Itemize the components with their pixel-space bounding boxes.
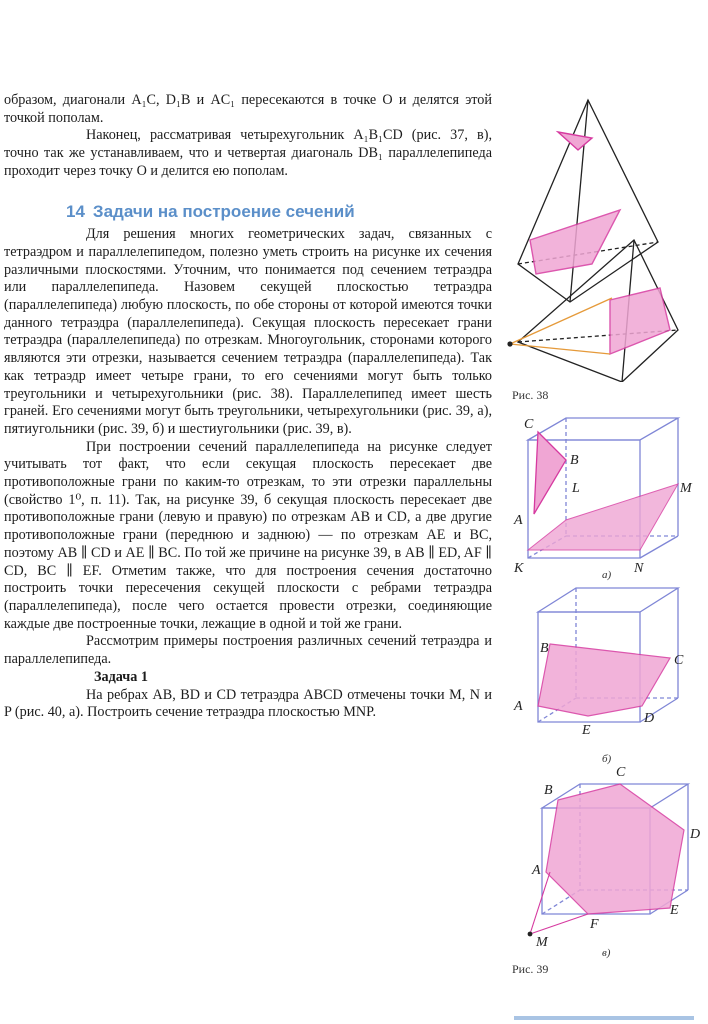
label-M: M <box>536 935 548 950</box>
label-K: K <box>514 561 524 576</box>
construction-point-M <box>528 932 533 937</box>
construction-line-2 <box>510 344 610 354</box>
label-E: E <box>670 903 679 918</box>
figure-39-caption: Рис. 39 <box>512 962 549 976</box>
section-triangle-top <box>558 132 592 150</box>
paragraph-6: На ребрах AB, BD и CD тетраэдра ABCD отмечены точки M, N и P (рис. 40, а). Построить сечение тетраэдра плоскостью MNP. <box>4 686 492 721</box>
section-triangle-a <box>534 432 566 514</box>
footer-heading-stub <box>514 1016 694 1020</box>
label-B: B <box>540 641 549 656</box>
label-B: B <box>570 453 579 468</box>
figure-39b-parallelepiped <box>510 584 704 770</box>
label-A: A <box>514 513 523 528</box>
figure-39a-parallelepiped <box>510 414 704 582</box>
label-B: B <box>544 783 553 798</box>
section-title: Задачи на построение сечений <box>92 201 355 221</box>
label-D: D <box>690 827 701 842</box>
label-D: D <box>644 711 655 726</box>
label-M: M <box>680 481 692 496</box>
subfigure-label-a: а) <box>602 569 612 581</box>
paragraph-5: Рассмотрим примеры построения различных сечений тетраэдра и параллелепипеда. <box>4 633 492 668</box>
subfigure-label-c: в) <box>602 947 611 959</box>
label-C: C <box>674 653 684 668</box>
section-heading <box>4 203 492 221</box>
construction-line-c2 <box>530 914 588 934</box>
figure-39c-parallelepiped <box>510 764 704 964</box>
task-heading: Задача 1 <box>94 668 149 685</box>
label-E: E <box>582 723 591 738</box>
section-pentagon-b <box>538 644 670 716</box>
section-quad-a <box>528 484 678 550</box>
label-C: C <box>616 765 626 780</box>
section-quad-bottom <box>610 288 670 354</box>
label-N: N <box>634 561 644 576</box>
construction-line-c <box>530 872 550 934</box>
label-A: A <box>514 699 523 714</box>
paragraph-2: Наконец, рассматривая четырехугольник A₁B₁CD (рис. 37, в), точно так же устанавливаем, что и четвертая диагональ DB₁ параллелепипеда проходит через точку O и делится ею пополам. <box>4 127 492 179</box>
figure-38-caption: Рис. 38 <box>512 388 549 402</box>
subfigure-label-b: б) <box>602 753 612 765</box>
label-A: A <box>532 863 541 878</box>
section-hexagon-c <box>546 784 684 914</box>
construction-point <box>507 341 512 346</box>
text-column <box>4 92 492 722</box>
figure-38-tetrahedra <box>500 92 700 382</box>
paragraph-1: образом, диагонали A₁C, D₁B и AC₁ пересекаются в точке O и делятся этой точкой пополам. <box>4 92 492 126</box>
paragraph-4: При построении сечений параллелепипеда на рисунке следует учитывать тот факт, что если секущая плоскость пересекает две противоположные грани по каким-то отрезкам, то эти отрезки параллельны (свойство 1⁰, п. 11). Так, на рисунке 39, б секущая плоскость пересекает две противоположные грани (левую и правую) по отрезкам AB и CD, а две другие противоположные грани (переднюю и заднюю) — по отрезкам AE и BC, поэтому AB ∥ CD и AE ∥ BC. По той же причине на рисунке 39, в AB ∥ ED, AF ∥ CD, BC ∥ EF. Отметим также, что для построения сечения достаточно построить точки пересечения секущей плоскости с ребрами тетраэдра (параллелепипеда), после чего остается провести отрезки, соединяющие каждые две построенные точки, лежащие в одной и той же грани. <box>4 438 492 632</box>
label-C: C <box>524 417 534 432</box>
label-L: L <box>572 481 580 496</box>
section-number: 14 <box>66 201 85 221</box>
paragraph-3: Для решения многих геометрических задач, связанных с тетраэдром и параллелепипедом, полезно уметь строить на рисунке их сечения различными плоскостями. Уточним, что понимается под сечением тетраэдра или параллелепипеда. Назовем секущей плоскостью тетраэдра (параллелепипеда) любую плоскость, по обе стороны от которой имеются точки данного тетраэдра (параллелепипеда). Секущая плоскость пересекает грани тетраэдра (параллелепипеда) по отрезкам. Многоугольник, сторонами которого являются эти отрезки, называется сечением тетраэдра (параллелепипеда). Так как тетраэдр имеет четыре грани, то его сечениями могут быть только треугольники и четырехугольники (рис. 38). Параллелепипед имеет шесть граней. Его сечениями могут быть треугольники, четырехугольники (рис. 39, а), пятиугольники (рис. 39, б) и шестиугольники (рис. 39, в). <box>4 226 492 437</box>
label-F: F <box>590 917 599 932</box>
